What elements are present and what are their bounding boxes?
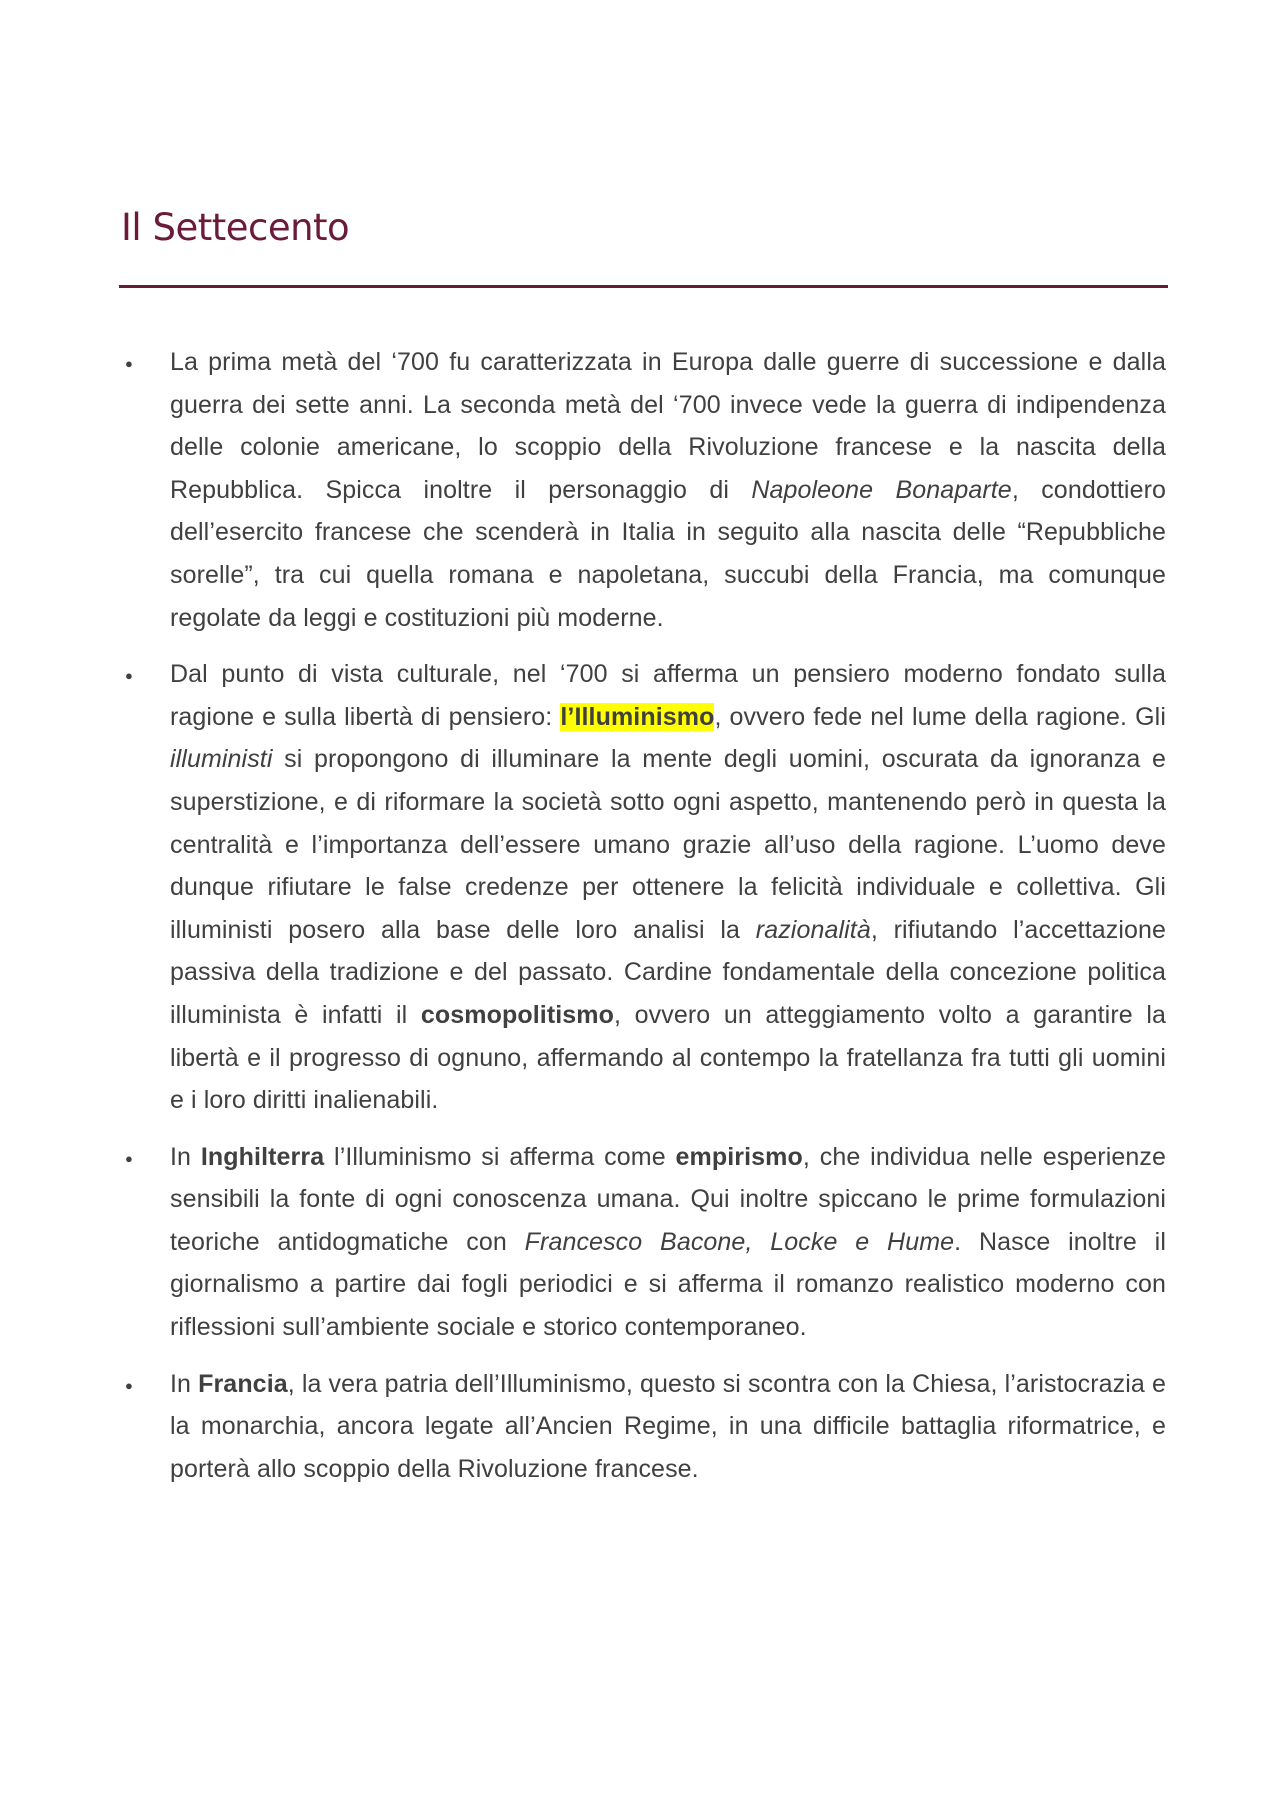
text-run: , ovvero un atteggiamento volto a garantire la libertà e il progresso di ognuno, affermando al contempo la fratellanza fra tutti gli uomini e i loro diritti inalienabili. <box>170 1000 1167 1115</box>
list-item <box>120 653 1166 1122</box>
text-run: Dal punto di vista culturale, nel ‘700 si afferma un pensiero moderno fondato sulla ragione e sulla libertà di pensiero: <box>170 660 1166 731</box>
bold-term: cosmopolitismo <box>420 1000 615 1029</box>
bold-term: Inghilterra <box>200 1142 325 1171</box>
bullet-list <box>120 341 1166 1504</box>
text-run: La prima metà del ‘700 fu caratterizzata in Europa dalle guerre di successione e dalla guerra dei sette anni. La seconda metà del ‘700 invece vede la guerra di indipendenza delle colonie americane, lo scoppio della Rivoluzione francese e la nascita della Repubblica. Spicca inoltre il personaggio di <box>170 348 1166 504</box>
text-run: In <box>170 1369 199 1398</box>
italic-term: razionalità <box>755 915 871 944</box>
text-run: In <box>170 1142 201 1171</box>
title-divider <box>119 285 1168 288</box>
list-item <box>120 1136 1166 1349</box>
text-run: si propongono di illuminare la mente degli uomini, oscurata da ignoranza e superstizione, e di riformare la società sotto ogni aspetto, mantenendo però in questa la centralità e l’importanza dell’essere umano grazie all’uso della ragione. L’uomo deve dunque rifiutare le false credenze per ottenere la felicità individuale e collettiva. Gli illuministi posero alla base delle loro analisi la <box>170 745 1166 944</box>
text-run: , la vera patria dell’Illuminismo, questo si scontra con la Chiesa, l’aristocrazia e la monarchia, ancora legate all’Ancien Regime, in una difficile battaglia riformatrice, e porterà allo scoppio della Rivoluzione francese. <box>170 1369 1166 1483</box>
text-run: , rifiutando l’accettazione passiva della tradizione e del passato. Cardine fondamentale della concezione politica illuminista è infatti il <box>170 915 1167 1029</box>
text-run: . Nasce inoltre il giornalismo a partire dai fogli periodici e si afferma il romanzo realistico moderno con riflessioni sull’ambiente sociale e storico contemporaneo. <box>170 1227 1166 1342</box>
bold-term: empirismo <box>675 1142 803 1171</box>
list-item <box>120 341 1166 639</box>
italic-term: illuministi <box>170 745 273 774</box>
text-run: , condottiero dell’esercito francese che scenderà in Italia in seguito alla nascita delle “Repubbliche sorelle”, tra cui quella romana e napoletana, succubi della Francia, ma comunque regolate da leggi e costituzioni più moderne. <box>170 475 1167 632</box>
text-run: l’Illuminismo si afferma come <box>324 1142 676 1171</box>
italic-term: Napoleone Bonaparte <box>751 475 1012 504</box>
text-run: , che individua nelle esperienze sensibili la fonte di ogni conoscenza umana. Qui inoltre spiccano le prime formulazioni teoriche antidogmatiche con <box>170 1142 1166 1256</box>
bullet-icon: ● <box>125 668 133 684</box>
highlighted-term: l’Illuminismo <box>560 702 715 731</box>
bullet-icon: ● <box>125 356 133 371</box>
bullet-icon: ● <box>125 1150 133 1166</box>
list-item <box>120 1363 1166 1491</box>
italic-term: Francesco Bacone, Locke e Hume <box>524 1227 955 1256</box>
bullet-icon: ● <box>125 1377 133 1393</box>
page-title: Il Settecento <box>121 206 350 249</box>
text-run: , ovvero fede nel lume della ragione. Gli <box>714 702 1166 731</box>
bold-term: Francia <box>198 1369 288 1398</box>
